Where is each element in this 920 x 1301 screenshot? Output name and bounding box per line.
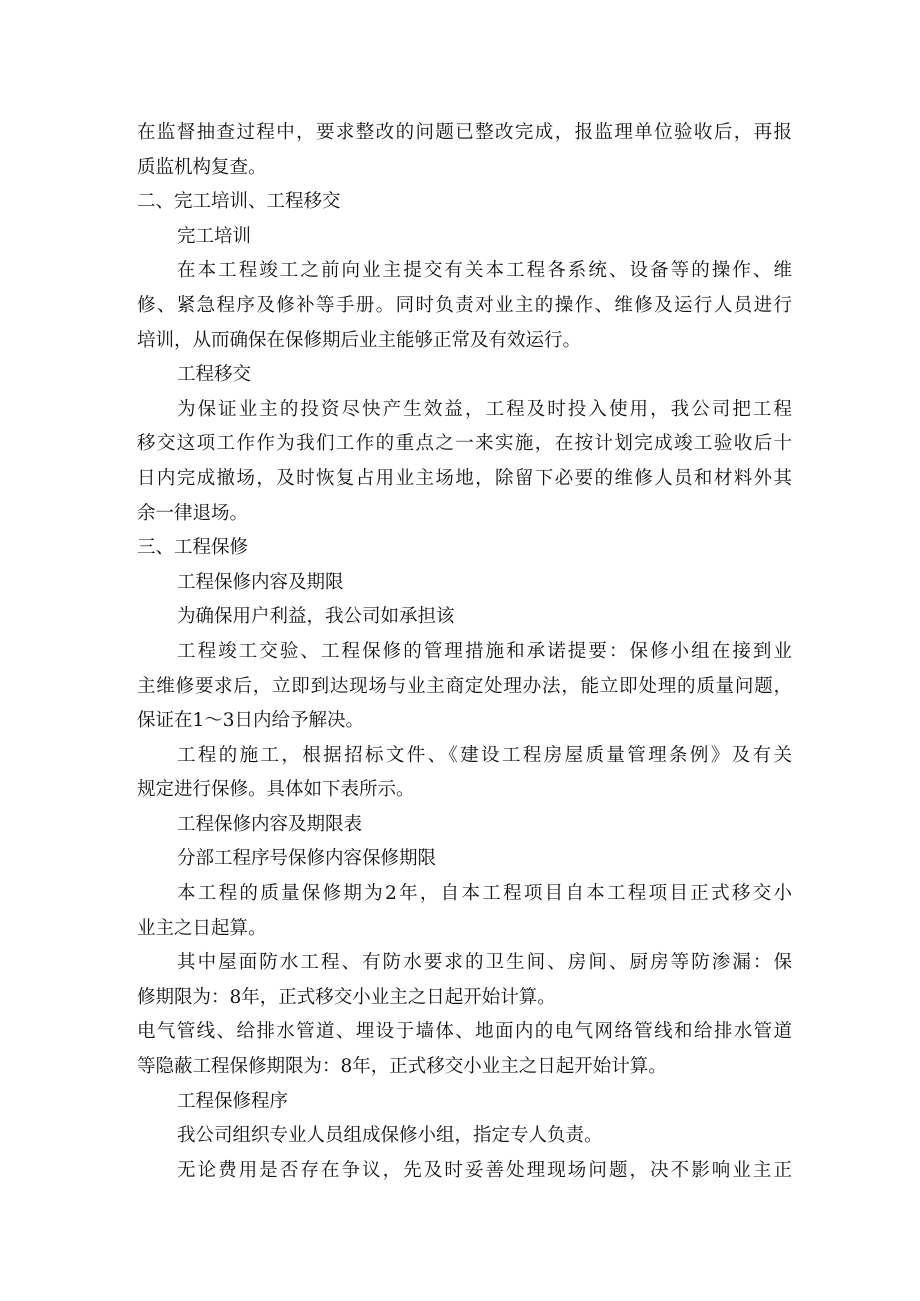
paragraph-line: 业主之日起算。 [137,917,267,939]
paragraph-line: 质监机构复查。 [137,156,267,178]
subsection-heading: 工程保修内容及期限 [177,571,344,593]
paragraph-line: 为确保用户利益，我公司如承担该 [177,606,455,628]
section-heading: 二、完工培训、工程移交 [137,191,341,213]
paragraph-line: 在本工程竣工之前向业主提交有关本工程各系统、设备等的操作、维 [177,260,792,282]
paragraph-line: 等隐蔽工程保修期限为：8年，正式移交小业主之日起开始计算。 [137,1056,667,1078]
paragraph-line: 规定进行保修。具体如下表所示。 [137,779,415,801]
paragraph-line: 保证在1～3日内给予解决。 [137,710,365,732]
subsection-heading: 完工培训 [177,225,252,247]
paragraph-line: 在监督抽查过程中，要求整改的问题已整改完成，报监理单位验收后，再报 [137,122,792,143]
section-heading: 三、工程保修 [137,537,249,559]
paragraph-line: 本工程的质量保修期为2年，自本工程项目自本工程项目正式移交小 [177,883,792,905]
paragraph-line: 培训，从而确保在保修期后业主能够正常及有效运行。 [137,329,582,351]
paragraph-line: 余一律退场。 [137,502,249,524]
paragraph-line: 无论费用是否存在争议，先及时妥善处理现场问题，决不影响业主正 [177,1159,792,1181]
subsection-heading: 工程保修程序 [177,1090,289,1112]
paragraph-line: 电气管线、给排水管道、埋设于墙体、地面内的电气网络管线和给排水管道 [137,1021,792,1043]
paragraph-line: 我公司组织专业人员组成保修小组，指定专人负责。 [177,1125,603,1147]
table-header-text: 分部工程序号保修内容保修期限 [177,848,437,870]
paragraph-line: 工程的施工，根据招标文件、《建设工程房屋质量管理条例》及有关 [177,744,792,766]
paragraph-line: 修期限为：8年，正式移交小业主之日起开始计算。 [137,986,556,1008]
paragraph-line: 移交这项工作作为我们工作的重点之一来实施，在按计划完成竣工验收后十 [137,433,792,455]
paragraph-line: 其中屋面防水工程、有防水要求的卫生间、房间、厨房等防渗漏：保 [177,952,792,974]
paragraph-line: 工程竣工交验、工程保修的管理措施和承诺提要：保修小组在接到业 [177,640,792,662]
subsection-heading: 工程移交 [177,364,252,386]
table-caption: 工程保修内容及期限表 [177,813,363,835]
document-body [137,116,792,1188]
paragraph-line: 为保证业主的投资尽快产生效益，工程及时投入使用，我公司把工程 [177,398,792,420]
paragraph-line: 日内完成撤场，及时恢复占用业主场地，除留下必要的维修人员和材料外其 [137,467,792,489]
paragraph-line: 修、紧急程序及修补等手册。同时负责对业主的操作、维修及运行人员进行 [137,294,792,316]
paragraph-line: 主维修要求后，立即到达现场与业主商定处理办法，能立即处理的质量问题， [137,675,792,697]
